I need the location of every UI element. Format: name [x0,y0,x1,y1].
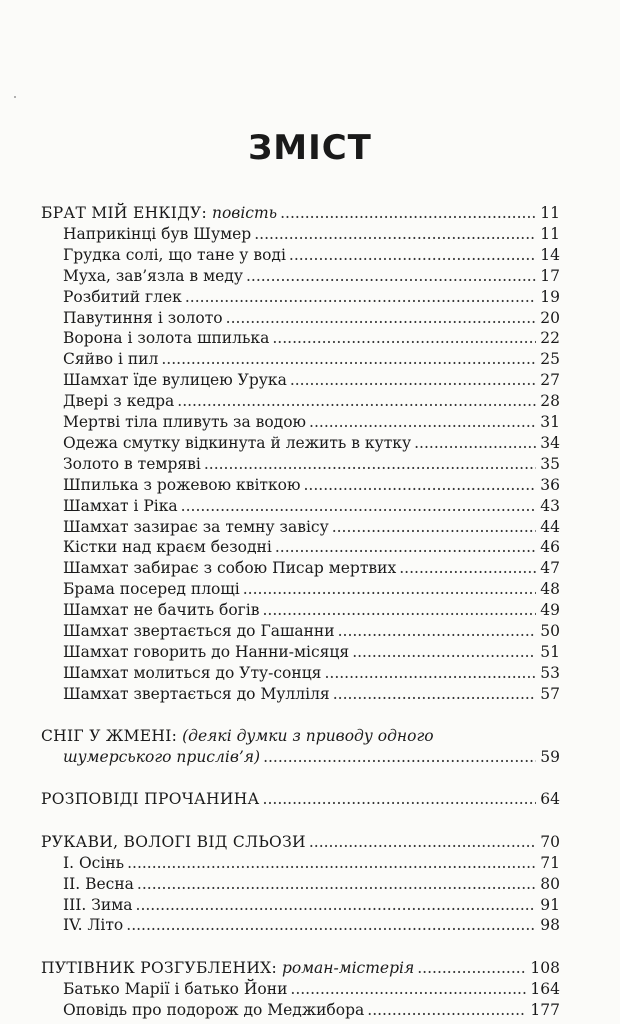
dot-leader [289,245,536,266]
page-number: 44 [540,517,560,536]
section-title: РОЗПОВІДІ ПРОЧАНИНА [41,790,260,809]
toc-item-title [63,895,133,916]
item-title-text: Мертві тіла пливуть за водою [63,413,307,431]
toc-item [0,558,620,579]
page-number: 50 [540,622,560,640]
dot-leader [280,203,536,224]
toc-item [0,895,620,916]
dot-leader [263,747,536,768]
item-title-text: Шамхат говорить до Нанни-місяця [63,642,350,661]
dot-leader [137,874,536,895]
toc-item-title [63,328,269,349]
dot-leader [275,537,536,558]
item-title-text: Золото в темряві [63,454,201,473]
dot-leader [352,642,536,663]
section-title: РУКАВИ, ВОЛОГІ ВІД СЛЬОЗИ [41,832,306,851]
toc-item [0,496,620,517]
toc-item-title [63,370,287,391]
item-title-text: Павутиння і золото [63,308,223,327]
toc-item-title [63,266,243,287]
toc-item [0,287,620,308]
item-title-text: III. Зима [63,895,133,914]
page-number: 164 [530,979,560,998]
item-title-text: Шамхат їде вулицею Урука [63,371,287,390]
section-title: СНІГ У ЖМЕНІ: [41,727,178,746]
dot-leader [226,308,537,329]
page-number: 64 [540,790,560,809]
toc-item [0,915,620,936]
section-entry-title [41,958,414,979]
item-title-text: Двері з кедра [63,392,175,411]
toc-item [0,391,620,412]
toc-item [0,266,620,287]
toc-item-title [63,579,240,600]
page-number: 53 [540,663,560,682]
toc-item [0,245,620,266]
toc-item-title [63,600,259,621]
section-entry-continued [0,747,620,768]
section-subtitle: роман-містерія [281,958,415,977]
section-entry [0,958,620,979]
page-number: 14 [540,245,560,264]
toc-item-title [63,642,349,663]
toc-item [0,517,620,538]
page-number: 11 [540,224,560,243]
item-title-text: Шпилька з рожевою квіткою [63,475,301,494]
dot-leader [309,832,536,853]
toc-item [0,979,620,1000]
section-title: БРАТ МІЙ ЕНКІДУ: [41,204,208,222]
toc-item [0,579,620,600]
item-title-text: Батько Марії і батько Йони [63,979,288,998]
toc-item-title [63,621,335,642]
toc-item-title [63,684,330,705]
toc-item [0,684,620,705]
toc-item-title [63,979,287,1000]
item-title-text: Оповідь про подорож до Меджибора [63,1000,365,1019]
toc-item-title [63,517,329,538]
item-title-text: Ворона і золота шпилька [63,329,270,348]
item-title-text: Шамхат молиться до Уту-сонця [63,663,322,682]
page-number: 59 [540,748,560,766]
item-title-text: Одежа смутку відкинута й лежить в кутку [63,433,412,452]
dot-leader [399,558,536,579]
page-number: 11 [540,204,560,222]
section-subtitle-continued: шумерського прислів’я) [63,748,261,766]
dot-leader [185,287,536,308]
section-subtitle: (деякі думки з приводу одного [182,727,434,746]
dot-leader [272,328,536,349]
page-number: 28 [540,392,560,411]
toc-item-title [63,391,174,412]
toc-item [0,663,620,684]
page-number: 25 [540,350,560,369]
dot-leader [181,496,537,517]
toc-item-title [63,558,396,579]
section-entry [0,789,620,810]
toc-item [0,224,620,245]
section-entry-continued-title [63,747,260,768]
item-title-text: Шамхат зазирає за темну завісу [63,517,329,536]
dot-leader [324,663,536,684]
page-number: 70 [540,832,560,851]
page-number: 108 [530,958,560,977]
toc-item [0,412,620,433]
page-number: 27 [540,371,560,390]
toc-item-title [63,663,321,684]
toc-item [0,642,620,663]
page-number: 91 [540,895,560,914]
dot-leader [136,895,537,916]
item-title-text: Грудка солі, що тане у воді [63,245,286,264]
section-entry-title [41,203,277,224]
item-title-text: Шамхат і Ріка [63,496,178,515]
toc-item-title [63,349,158,370]
dot-leader [177,391,536,412]
toc-item [0,621,620,642]
page-number: 36 [540,475,560,494]
section-entry [0,832,620,853]
dot-leader [367,1000,526,1021]
item-title-text: II. Весна [63,874,134,893]
page-number: 31 [540,413,560,431]
page-number: 19 [540,287,560,306]
page-number: 49 [540,601,560,620]
dot-leader [263,789,537,810]
toc-item [0,370,620,391]
item-title-text: Шамхат забирає з собою Писар мертвих [63,559,397,578]
section-entry-title [41,726,434,747]
toc-item [0,874,620,895]
dot-leader [338,621,537,642]
toc-item-title [63,537,272,558]
section-title: ПУТІВНИК РОЗГУБЛЕНИХ: [41,958,278,977]
toc-item [0,1000,620,1021]
page-number: 48 [540,580,560,599]
page-number: 98 [540,916,560,935]
toc-item [0,349,620,370]
dot-leader [161,349,536,370]
section-entry [0,203,620,224]
dot-leader [254,224,536,245]
page-number: 177 [530,1000,560,1019]
toc-item-title [63,412,306,433]
toc-item-title [63,308,223,329]
toc-item [0,328,620,349]
dot-leader [262,600,536,621]
toc-item [0,475,620,496]
page-number: 34 [540,433,560,452]
item-title-text: Муха, зав’язла в меду [63,266,243,285]
page-number: 43 [540,496,560,515]
dot-leader [127,853,536,874]
toc-item-title [63,874,134,895]
item-title-text: Наприкінці був Шумер [63,224,252,243]
dot-leader [290,979,526,1000]
toc-item [0,454,620,475]
toc-item-title [63,287,182,308]
dot-leader [414,433,536,454]
dot-leader [309,412,536,433]
toc-item [0,308,620,329]
section-entry-title [41,789,260,810]
toc-item-title [63,915,123,936]
section-entry-title [41,832,306,853]
toc-item-title [63,1000,364,1021]
page-number: 46 [540,538,560,557]
page-number: 20 [540,308,560,327]
section-subtitle: повість [211,204,278,222]
page-number: 22 [540,329,560,348]
page-number: 35 [540,454,560,473]
dot-leader [204,454,536,475]
item-title-text: IV. Літо [63,916,124,935]
toc-heading: ЗМІСТ [248,128,372,168]
item-title-text: Брама посеред площі [63,580,240,599]
item-title-text: Шамхат звертається до Мулліля [63,684,330,703]
toc-item [0,537,620,558]
toc-item-title [63,853,124,874]
dot-leader [333,684,537,705]
page-speck [14,96,16,98]
item-title-text: Сяйво і пил [63,350,159,369]
section-entry [0,726,620,747]
dot-leader [304,475,537,496]
dot-leader [417,958,526,979]
page-number: 80 [540,874,560,893]
toc-item-title [63,245,286,266]
toc-item [0,433,620,454]
dot-leader [246,266,536,287]
toc-item-title [63,224,251,245]
page-number: 47 [540,559,560,578]
page-number: 51 [540,642,560,661]
dot-leader [290,370,536,391]
toc-item-title [63,454,201,475]
item-title-text: I. Осінь [63,853,125,872]
dot-leader [332,517,537,538]
item-title-text: Розбитий глек [63,287,182,306]
toc-item-title [63,433,411,454]
dot-leader [126,915,536,936]
item-title-text: Кістки над краєм безодні [63,538,272,557]
dot-leader [243,579,537,600]
toc-item-title [63,475,301,496]
toc-item [0,853,620,874]
item-title-text: Шамхат звертається до Гашанни [63,622,335,640]
page-number: 17 [540,266,560,285]
page-number: 71 [540,853,560,872]
toc-item [0,600,620,621]
page-number: 57 [540,684,560,703]
item-title-text: Шамхат не бачить богів [63,601,260,620]
toc-item-title [63,496,178,517]
